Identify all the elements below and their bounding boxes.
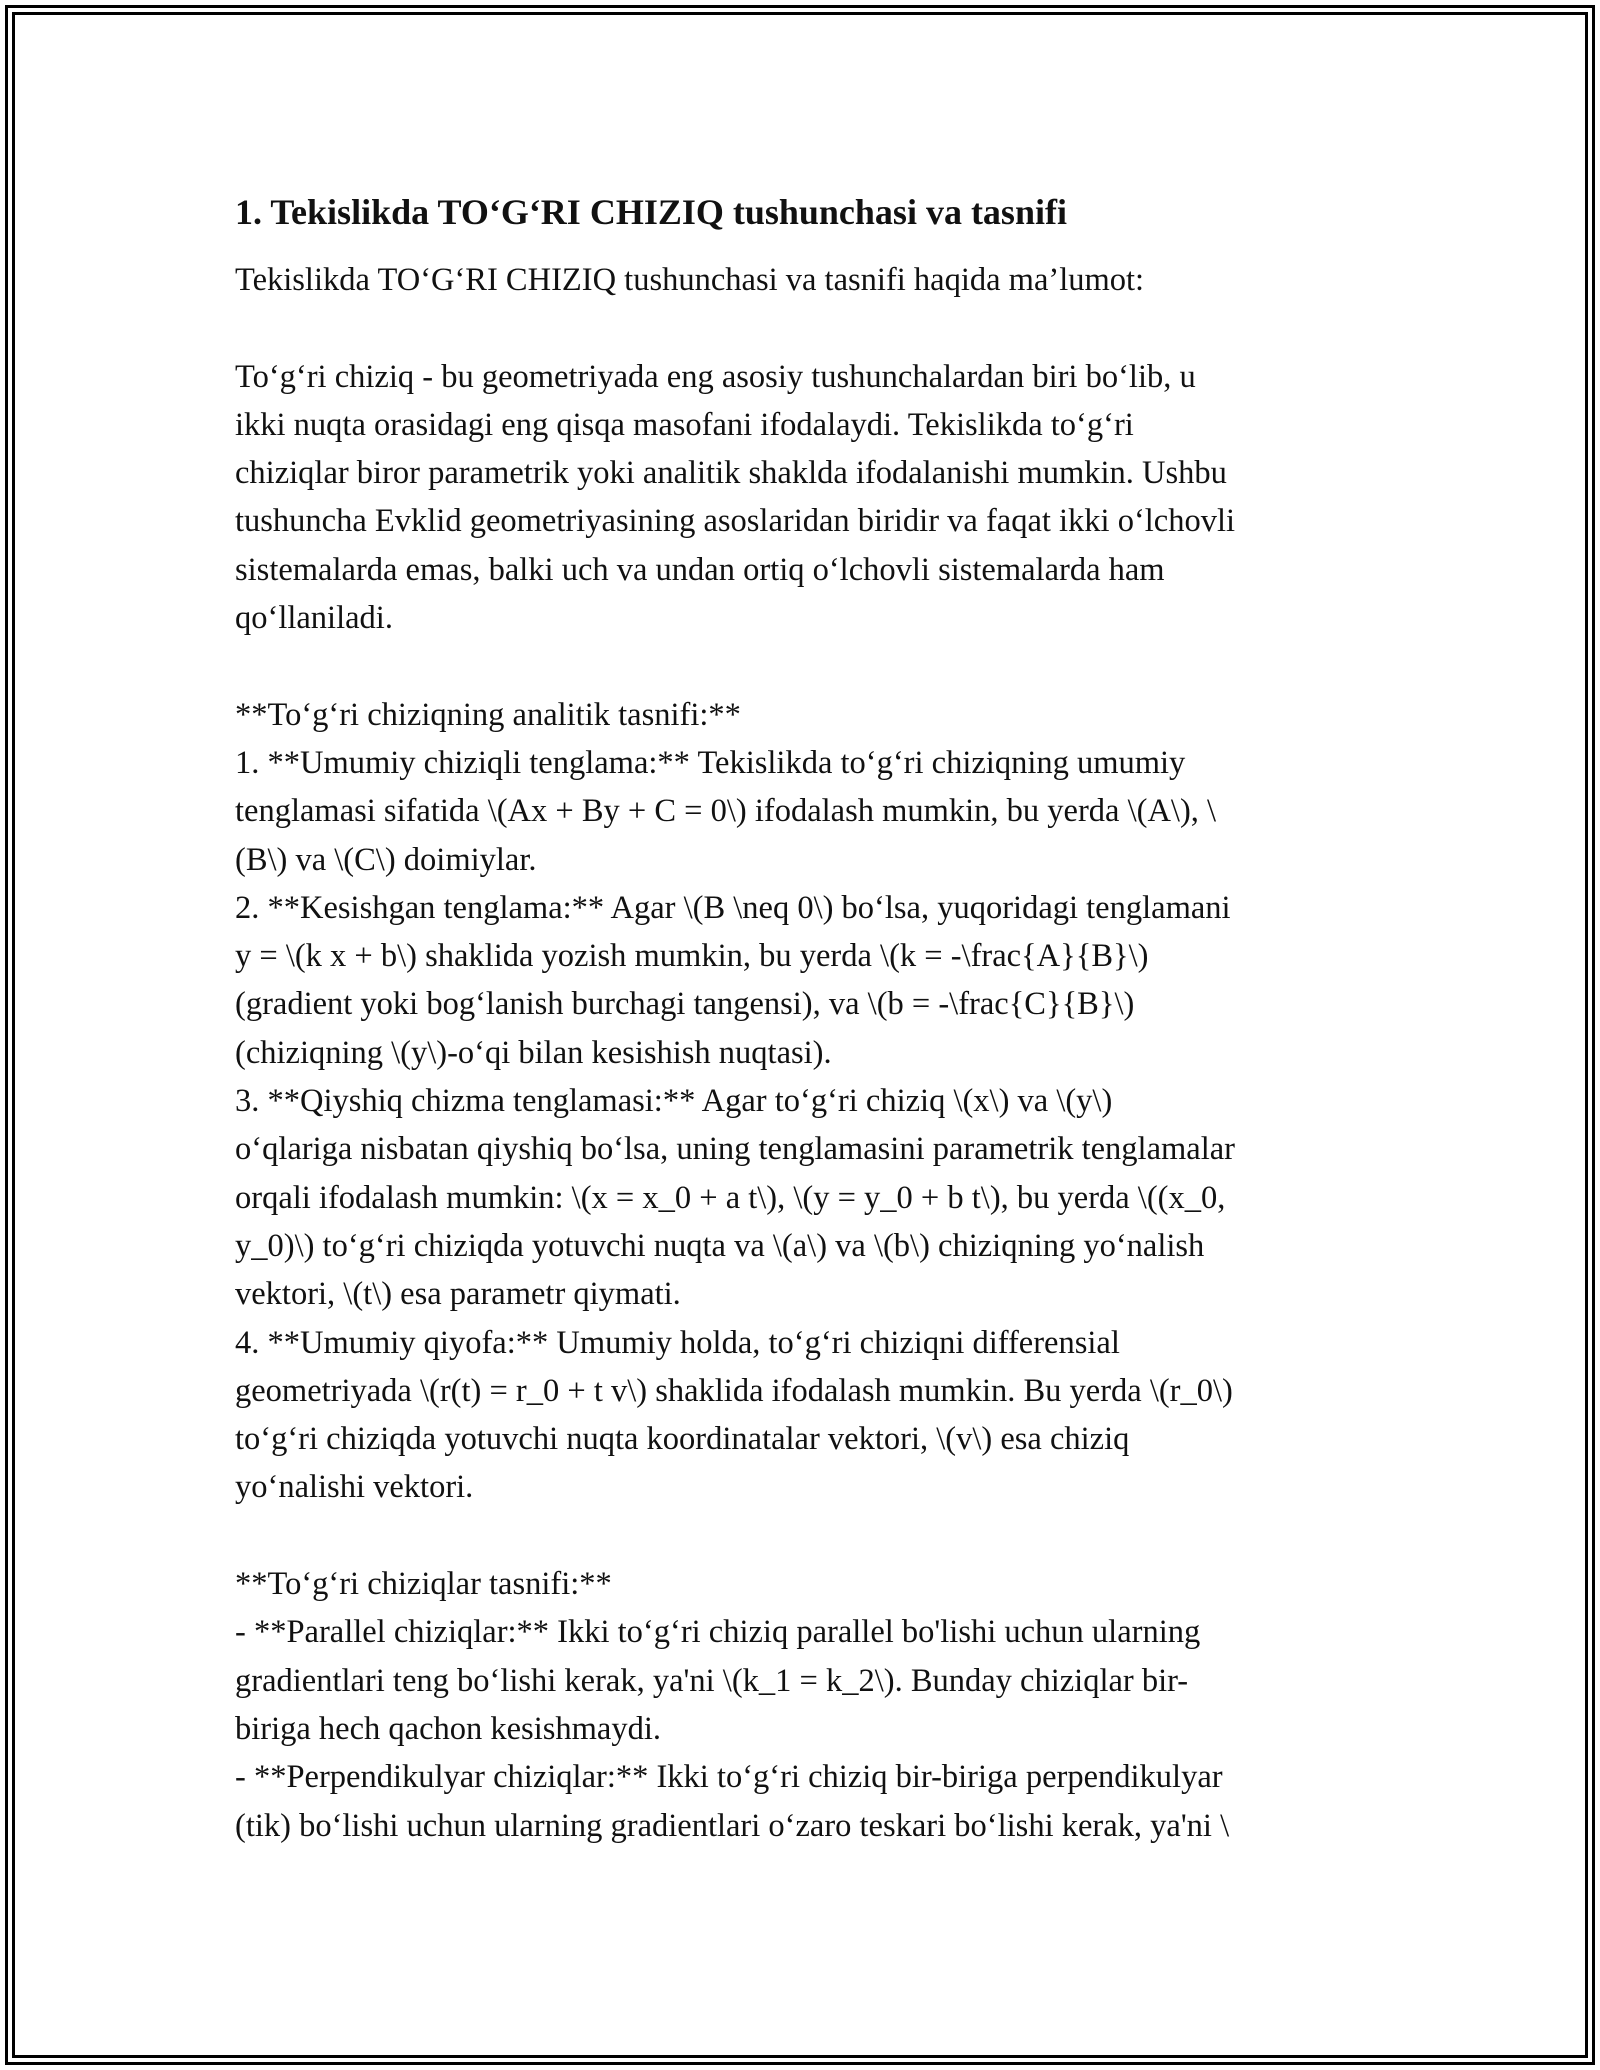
paragraph-gap bbox=[235, 642, 1370, 690]
text-line: tenglamasi sifatida \(Ax + By + C = 0\) ifodalash mumkin, bu yerda \(A\), \ bbox=[235, 793, 1217, 830]
text-line: tushuncha Evklid geometriyasining asoslaridan biridir va faqat ikki o‘lchovli bbox=[235, 503, 1236, 540]
section-heading-analytic: **To‘g‘ri chiziqning analitik tasnifi:** bbox=[235, 696, 741, 733]
paragraph-gap bbox=[235, 1512, 1370, 1560]
document-text bbox=[235, 256, 1370, 1850]
text-line: chiziqlar biror parametrik yoki analitik shaklda ifodalanishi mumkin. Ushbu bbox=[235, 455, 1227, 492]
text-line: gradientlari teng bo‘lishi kerak, ya'ni \(k_1 = k_2\). Bunday chiziqlar bir- bbox=[235, 1662, 1189, 1699]
text-line: ikki nuqta orasidagi eng qisqa masofani ifodalaydi. Tekislikda to‘g‘ri bbox=[235, 406, 1134, 443]
text-line: - **Parallel chiziqlar:** Ikki to‘g‘ri chiziq parallel bo'lishi uchun ularning bbox=[235, 1614, 1201, 1651]
text-line: o‘qlariga nisbatan qiyshiq bo‘lsa, uning tenglamasini parametrik tenglamalar bbox=[235, 1131, 1235, 1168]
text-line: - **Perpendikulyar chiziqlar:** Ikki to‘g‘ri chiziq bir-biriga perpendikulyar bbox=[235, 1759, 1223, 1796]
text-line: 4. **Umumiy qiyofa:** Umumiy holda, to‘g‘ri chiziqni differensial bbox=[235, 1324, 1120, 1361]
text-line: (tik) bo‘lishi uchun ularning gradientlari o‘zaro teskari bo‘lishi kerak, ya'ni \ bbox=[235, 1807, 1230, 1844]
document-title: 1. Tekislikda TO‘G‘RI CHIZIQ tushunchasi va tasnifi bbox=[235, 192, 1067, 232]
document-body bbox=[235, 188, 1370, 1850]
paragraph-gap bbox=[235, 304, 1370, 352]
text-line: y = \(k x + b\) shaklida yozish mumkin, bu yerda \(k = -\frac{A}{B}\) bbox=[235, 938, 1149, 975]
text-line: yo‘nalishi vektori. bbox=[235, 1469, 474, 1506]
text-line: 1. **Umumiy chiziqli tenglama:** Tekislikda to‘g‘ri chiziqning umumiy bbox=[235, 744, 1186, 781]
text-line: geometriyada \(r(t) = r_0 + t v\) shaklida ifodalash mumkin. Bu yerda \(r_0\) bbox=[235, 1372, 1233, 1409]
text-line: orqali ifodalash mumkin: \(x = x_0 + a t\), \(y = y_0 + b t\), bu yerda \((x_0, bbox=[235, 1179, 1226, 1216]
text-line: (B\) va \(C\) doimiylar. bbox=[235, 841, 537, 878]
section-heading-classification: **To‘g‘ri chiziqlar tasnifi:** bbox=[235, 1566, 612, 1603]
text-line: vektori, \(t\) esa parametr qiymati. bbox=[235, 1276, 681, 1313]
text-line: y_0)\) to‘g‘ri chiziqda yotuvchi nuqta va \(a\) va \(b\) chiziqning yo‘nalish bbox=[235, 1227, 1205, 1264]
text-line: Tekislikda TO‘G‘RI CHIZIQ tushunchasi va tasnifi haqida ma’lumot: bbox=[235, 262, 1145, 298]
text-line: qo‘llaniladi. bbox=[235, 600, 393, 637]
text-line: sistemalarda emas, balki uch va undan ortiq o‘lchovli sistemalarda ham bbox=[235, 551, 1165, 588]
text-line: 3. **Qiyshiq chizma tenglamasi:** Agar to‘g‘ri chiziq \(x\) va \(y\) bbox=[235, 1083, 1113, 1120]
text-line: 2. **Kesishgan tenglama:** Agar \(B \neq 0\) bo‘lsa, yuqoridagi tenglamani bbox=[235, 889, 1231, 926]
text-line: biriga hech qachon kesishmaydi. bbox=[235, 1710, 661, 1747]
text-line: (gradient yoki bog‘lanish burchagi tangensi), va \(b = -\frac{C}{B}\) bbox=[235, 986, 1135, 1023]
text-line: (chiziqning \(y\)-o‘qi bilan kesishish nuqtasi). bbox=[235, 1034, 832, 1071]
text-line: To‘g‘ri chiziq - bu geometriyada eng asosiy tushunchalardan biri bo‘lib, u bbox=[235, 358, 1196, 395]
text-line: to‘g‘ri chiziqda yotuvchi nuqta koordinatalar vektori, \(v\) esa chiziq bbox=[235, 1421, 1130, 1458]
